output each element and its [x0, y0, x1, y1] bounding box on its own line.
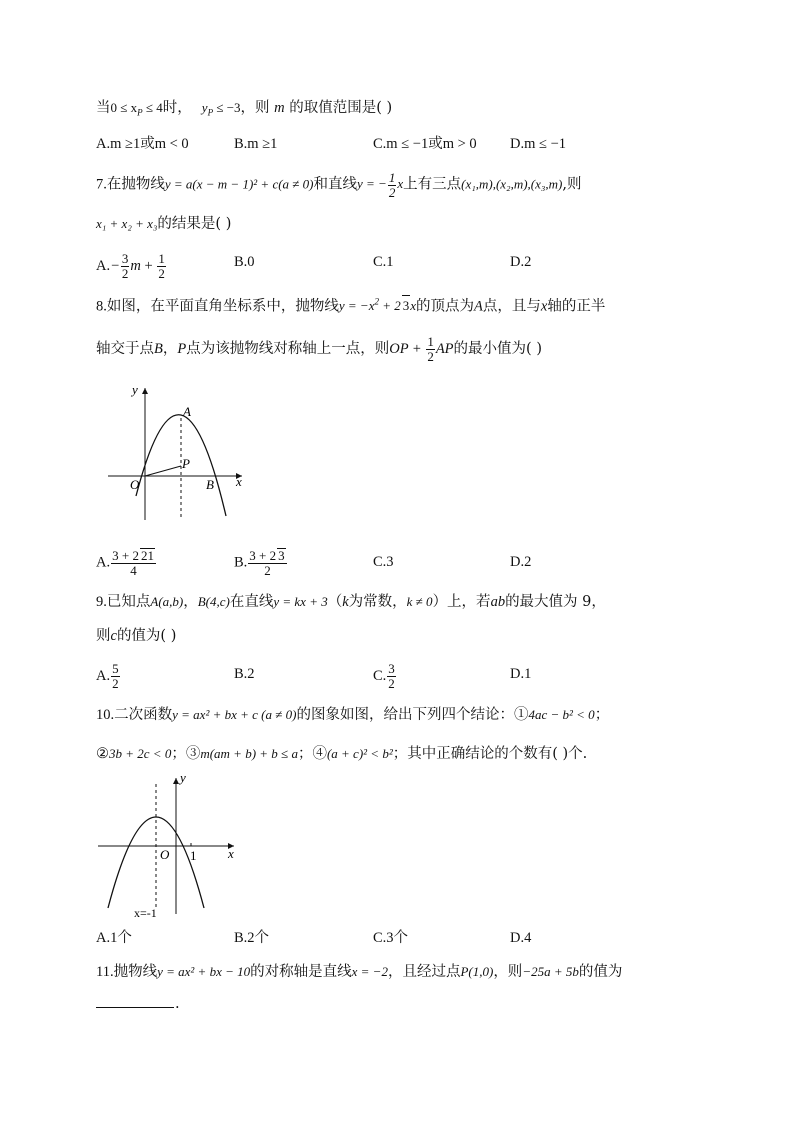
q7-line-eq: y = − $\frac{1}{2}$ x	[357, 170, 404, 200]
q7-option-a[interactable]: A.− $\frac{3}{2}$ m + $\frac{1}{2}$	[96, 251, 165, 281]
q7-number: 7.	[96, 176, 107, 193]
q8-label-x: x	[236, 474, 242, 489]
q6-text-mid: 时，	[162, 100, 192, 116]
q6-cond1: $0 \le x_P \le 4$	[110, 100, 163, 118]
q7-stem-line2: x₁ + x₂ + x₃的结果是( )	[96, 216, 232, 232]
q10-option-d[interactable]: D.4	[510, 930, 532, 946]
q6-option-a[interactable]: A.m ≥1或m < 0	[96, 136, 189, 152]
q10-stem-line1: 10.二次函数y = ax² + bx + c (a ≠ 0)的图象如图，给出下列四个结论：①4ac − b² < 0；	[96, 707, 610, 723]
q9-stem-line2: 则c的值为( )	[96, 628, 177, 644]
q6-var-m: m	[274, 100, 285, 116]
q10-option-b[interactable]: B.2个	[234, 930, 270, 946]
q11-stem-line1: 11.抛物线y = ax² + bx − 10的对称轴是直线x = −2，且经过点P(1,0)，则−25a + 5b的值为	[96, 964, 623, 980]
q8-stem-line2: 轴交于点B，P点为该抛物线对称轴上一点，则OP + $\frac{1}{2}$ AP的最小值为( )	[96, 334, 542, 364]
q7-option-d[interactable]: D.2	[510, 254, 532, 270]
q6-text-pre: 当	[96, 100, 111, 116]
q8-label-p: P	[182, 456, 190, 471]
q8-option-a[interactable]: A. $\frac{3 + 2 21}{4}$	[96, 548, 154, 578]
q8-parabola-eq: $y = -x^2 + 2$ 3x	[339, 298, 416, 313]
q8-y-arrow	[142, 388, 148, 394]
q7-parabola-eq: y = a(x − m − 1)² + c(a ≠ 0)	[164, 176, 314, 192]
q8-stem-line1: 8.如图，在平面直角坐标系中，抛物线$y = -x^2 + 2$ 3x的顶点为A点，且与x轴的正半	[96, 297, 606, 315]
q10-label-1: 1	[190, 848, 197, 863]
q8-label-b: B	[206, 477, 214, 492]
q7-option-c[interactable]: C.1	[373, 254, 394, 270]
q8-parabola-figure	[100, 380, 250, 526]
q7-sum-expr: x₁ + x₂ + x₃	[96, 216, 158, 231]
q9-option-b[interactable]: B.2	[234, 666, 255, 682]
q6-option-b[interactable]: B.m ≥1	[234, 136, 278, 152]
q11-blank-period: .	[175, 996, 180, 1012]
q6-cond2: $y_P \le -3$	[201, 100, 241, 118]
q8-label-a: A	[183, 404, 191, 419]
q6-option-c[interactable]: C.m ≤ −1或m > 0	[373, 136, 477, 152]
q11-answer-blank[interactable]	[96, 1006, 174, 1008]
q10-label-x: x	[228, 846, 234, 861]
q6-text-post2: 的取值范围是( )	[284, 100, 393, 116]
q10-label-axis: x=-1	[134, 906, 157, 920]
q7-stem-line1: 7.在抛物线y = a(x − m − 1)² + c(a ≠ 0)和直线y = − $\frac{1}{2}$ x上有三点(x₁,m),(x₂,m),(x₃,m),则	[96, 170, 582, 200]
q8-option-c[interactable]: C.3	[373, 554, 394, 570]
q10-stem-line2: ②3b + 2c < 0；③m(am + b) + b ≤ a；④(a + c)² < b²；其中正确结论的个数有( )个.	[96, 746, 588, 762]
q9-option-c[interactable]: C. $\frac{3}{2}$	[373, 661, 395, 691]
q10-label-o: O	[160, 847, 170, 862]
q8-parabola-curve	[136, 415, 226, 516]
q8-option-d[interactable]: D.2	[510, 554, 532, 570]
q8-option-b[interactable]: B. $\frac{3 + 2 3}{2}$	[234, 548, 285, 578]
q10-option-c[interactable]: C.3个	[373, 930, 409, 946]
q7-points: (x₁,m),(x₂,m),(x₃,m)	[461, 176, 563, 192]
q8-min-expr: OP + $\frac{1}{2}$ AP	[389, 334, 454, 364]
q9-option-d[interactable]: D.1	[510, 666, 532, 682]
q8-label-y: y	[132, 382, 138, 397]
q6-condition-line	[96, 98, 392, 123]
q10-y-arrow	[173, 778, 179, 784]
q9-option-a[interactable]: A. $\frac{5}{2}$	[96, 661, 119, 691]
q10-label-y: y	[180, 772, 186, 785]
q9-stem-line1: 9.已知点A(a,b)，B(4,c)在直线y = kx + 3（k为常数，k ≠ 0）上，若ab的最大值为 9，	[96, 594, 606, 610]
q6-option-d[interactable]: D.m ≤ −1	[510, 136, 567, 152]
q10-option-a[interactable]: A.1个	[96, 930, 132, 946]
q7-option-b[interactable]: B.0	[234, 254, 255, 270]
q8-segment-op	[145, 466, 181, 476]
q6-text-post1: ，则	[240, 100, 275, 116]
q8-label-o: O	[130, 477, 140, 492]
q10-parabola-figure	[96, 772, 246, 922]
